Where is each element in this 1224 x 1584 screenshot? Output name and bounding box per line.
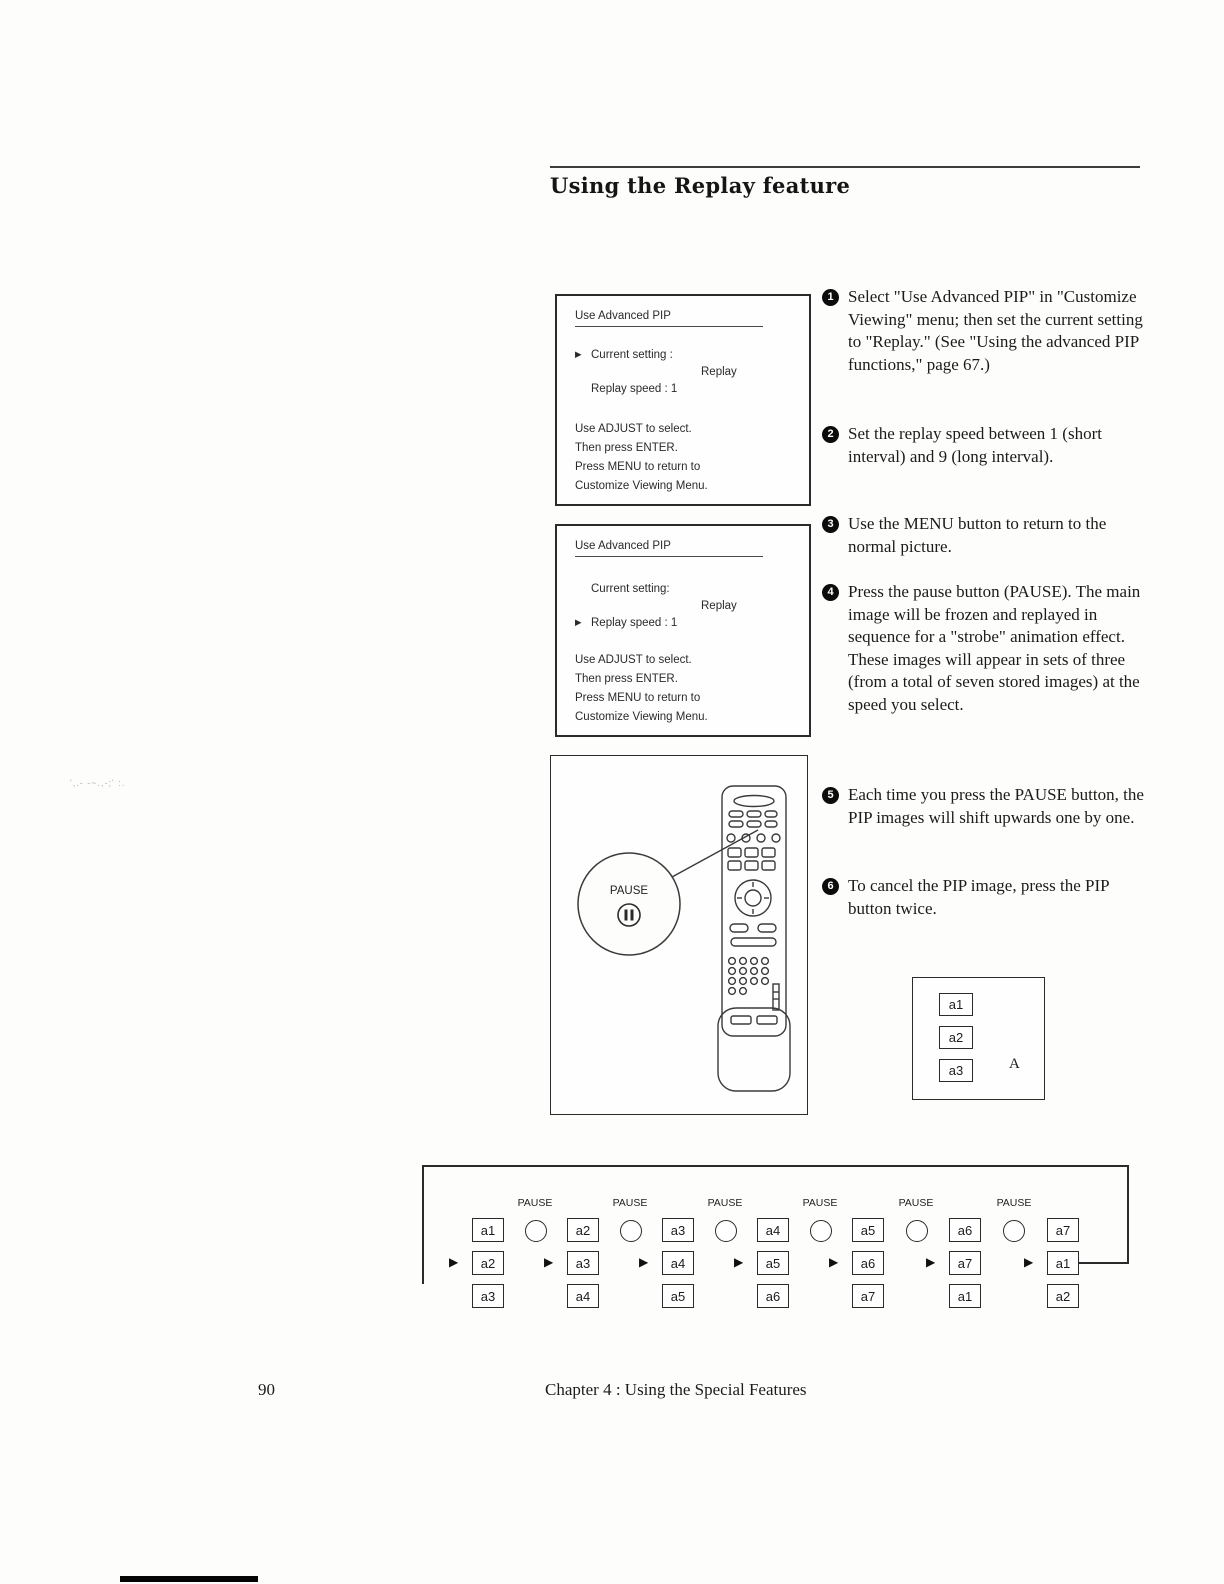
sequence-box: a6: [949, 1218, 981, 1242]
pause-label: PAUSE: [517, 1197, 553, 1209]
step-text: Each time you press the PAUSE button, the PIP images will shift upwards one by one.: [848, 785, 1144, 827]
sequence-box: a6: [757, 1284, 789, 1308]
right-arrow-icon: ▶: [639, 1255, 649, 1269]
sequence-box: a4: [757, 1218, 789, 1242]
right-arrow-icon: ▶: [544, 1255, 554, 1269]
step-item: [822, 784, 1152, 829]
chapter-footer: Chapter 4 : Using the Special Features: [545, 1380, 807, 1399]
sequence-frame-left: [422, 1165, 424, 1284]
sequence-box: a6: [852, 1251, 884, 1275]
sequence-box: a5: [852, 1218, 884, 1242]
sequence-box: a4: [662, 1251, 694, 1275]
pause-callout: [578, 853, 680, 955]
pause-label: PAUSE: [707, 1197, 743, 1209]
step-item: [822, 423, 1152, 468]
step-text: To cancel the PIP image, press the PIP button twice.: [848, 876, 1109, 918]
right-arrow-icon: ▶: [449, 1255, 459, 1269]
pause-label: PAUSE: [612, 1197, 648, 1209]
pip-stack-annotation: A: [1009, 1056, 1020, 1072]
menu-instruction: Press MENU to return to: [575, 692, 701, 704]
step-item: [822, 875, 1152, 920]
step-number-badge: 6: [822, 878, 839, 895]
sequence-box: a3: [567, 1251, 599, 1275]
scan-edge-mark: [120, 1576, 258, 1582]
step-text: Use the MENU button to return to the normal picture.: [848, 514, 1107, 556]
menu-instruction: Use ADJUST to select.: [575, 654, 692, 666]
heading-rule: [550, 166, 1140, 168]
step-number-badge: 3: [822, 516, 839, 533]
menu-instruction: Customize Viewing Menu.: [575, 480, 708, 492]
pause-label: PAUSE: [802, 1197, 838, 1209]
menu-instruction: Then press ENTER.: [575, 442, 678, 454]
pause-label: PAUSE: [996, 1197, 1032, 1209]
right-arrow-icon: ▶: [734, 1255, 744, 1269]
sequence-box: a4: [567, 1284, 599, 1308]
pause-button-icon: [620, 1220, 642, 1242]
sequence-box: a3: [472, 1284, 504, 1308]
step-item: [822, 286, 1152, 376]
sequence-box: a5: [662, 1284, 694, 1308]
pause-callout-label: PAUSE: [609, 885, 649, 897]
replay-speed-value: Replay speed : 1: [591, 617, 678, 629]
step-text: Press the pause button (PAUSE). The main image will be frozen and replayed in sequence for a "strobe" animation effect. These images will appear in sets of three (from a total of seven stored images) at the speed you select.: [848, 582, 1141, 714]
pause-button-icon: [1003, 1220, 1025, 1242]
step-item: [822, 581, 1152, 716]
current-setting-label: Current setting:: [591, 583, 670, 595]
pip-stack-diagram: [912, 977, 1045, 1100]
sequence-box: a1: [472, 1218, 504, 1242]
pause-button-icon: [715, 1220, 737, 1242]
current-setting-label: Current setting :: [591, 349, 673, 361]
sequence-box: a7: [1047, 1218, 1079, 1242]
sequence-box: a1: [1047, 1251, 1079, 1275]
menu-instruction: Use ADJUST to select.: [575, 423, 692, 435]
step-number-badge: 4: [822, 584, 839, 601]
right-arrow-icon: ▶: [829, 1255, 839, 1269]
sequence-frame-top: [422, 1165, 1129, 1167]
remote-drawing: [551, 756, 809, 1116]
pause-label: PAUSE: [898, 1197, 934, 1209]
sequence-box: a2: [472, 1251, 504, 1275]
remote-illustration: [550, 755, 808, 1115]
sequence-box: a2: [567, 1218, 599, 1242]
pip-image-box: a1: [939, 993, 973, 1016]
current-setting-value: Replay: [701, 600, 737, 612]
pause-button-icon: [906, 1220, 928, 1242]
menu-instruction: Customize Viewing Menu.: [575, 711, 708, 723]
step-text: Set the replay speed between 1 (short interval) and 9 (long interval).: [848, 424, 1102, 466]
step-number-badge: 2: [822, 426, 839, 443]
sequence-box: a1: [949, 1284, 981, 1308]
page-number: 90: [258, 1380, 275, 1399]
cursor-arrow-icon: ▶: [575, 617, 582, 627]
sequence-box: a3: [662, 1218, 694, 1242]
pause-button-icon: [525, 1220, 547, 1242]
page-title: Using the Replay feature: [550, 173, 851, 198]
cursor-arrow-icon: ▶: [575, 349, 582, 359]
sequence-box: a7: [949, 1251, 981, 1275]
replay-speed-value: Replay speed : 1: [591, 383, 678, 395]
menu-instruction: Then press ENTER.: [575, 673, 678, 685]
current-setting-value: Replay: [701, 366, 737, 378]
step-number-badge: 1: [822, 289, 839, 306]
scan-artifact: ',.- -~.,-;' :.: [70, 778, 126, 788]
pip-image-box: a3: [939, 1059, 973, 1082]
pause-button-icon: [810, 1220, 832, 1242]
sequence-loop-connector: [1079, 1262, 1129, 1264]
sequence-box: a7: [852, 1284, 884, 1308]
menu-title: Use Advanced PIP: [575, 540, 763, 557]
right-arrow-icon: ▶: [1024, 1255, 1034, 1269]
sequence-frame-right: [1127, 1165, 1129, 1264]
step-text: Select "Use Advanced PIP" in "Customize Viewing" menu; then set the current setting to "Replay." (See "Using the advanced PIP functions," page 67.): [848, 287, 1143, 374]
sequence-box: a2: [1047, 1284, 1079, 1308]
step-number-badge: 5: [822, 787, 839, 804]
right-arrow-icon: ▶: [926, 1255, 936, 1269]
menu-screen-2: [555, 524, 811, 737]
pip-image-box: a2: [939, 1026, 973, 1049]
menu-instruction: Press MENU to return to: [575, 461, 701, 473]
sequence-box: a5: [757, 1251, 789, 1275]
menu-title: Use Advanced PIP: [575, 310, 763, 327]
menu-screen-1: [555, 294, 811, 506]
step-item: [822, 513, 1152, 558]
